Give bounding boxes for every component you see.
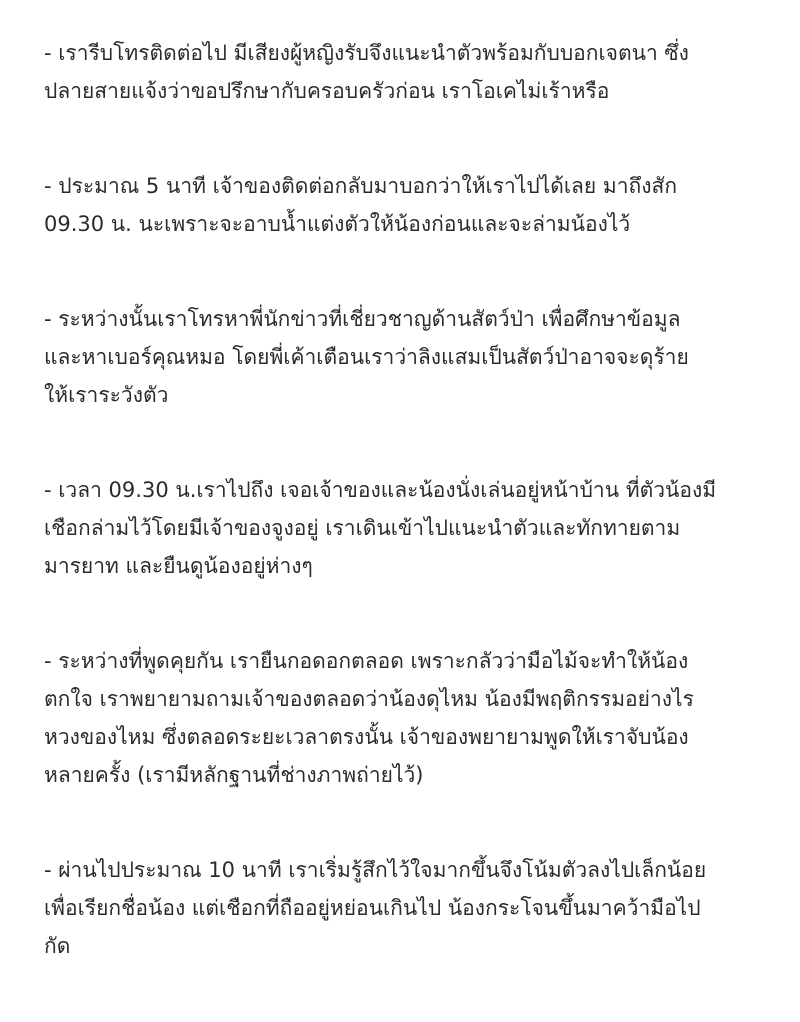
text-line: - ผ่านไปประมาณ 10 นาที เราเริ่มรู้สึกไว้ใจมากขึ้นจึงโน้มตัวลงไปเล็กน้อย bbox=[44, 858, 707, 882]
text-line: ให้เราระวังตัว bbox=[44, 383, 169, 407]
text-line: - ระหว่างที่พูดคุยกัน เรายืนกอดอกตลอด เพราะกลัวว่ามือไม้จะทำให้น้อง bbox=[44, 649, 689, 673]
paragraph-bite-incident bbox=[44, 851, 784, 965]
text-line: ตกใจ เราพยายามถามเจ้าของตลอดว่าน้องดุไหม น้องมีพฤติกรรมอย่างไร bbox=[44, 687, 694, 711]
text-line: - ประมาณ 5 นาที เจ้าของติดต่อกลับมาบอกว่าให้เราไปได้เลย มาถึงสัก bbox=[44, 174, 678, 198]
text-line: และหาเบอร์คุณหมอ โดยพี่เค้าเตือนเราว่าลิงแสมเป็นสัตว์ป่าอาจจะดุร้าย bbox=[44, 345, 689, 369]
text-line: - เรารีบโทรติดต่อไป มีเสียงผู้หญิงรับจึงแนะนำตัวพร้อมกับบอกเจตนา ซึ่ง bbox=[44, 41, 689, 65]
article-body bbox=[44, 34, 784, 1022]
text-line: ปลายสายแจ้งว่าขอปรึกษากับครอบครัวก่อน เราโอเคไม่เร้าหรือ bbox=[44, 79, 610, 103]
paragraph-call-owner bbox=[44, 34, 784, 110]
text-line: เพื่อเรียกชื่อน้อง แต่เชือกที่ถืออยู่หย่อนเกินไป น้องกระโจนขึ้นมาคว้ามือไป bbox=[44, 896, 701, 920]
text-line: กัด bbox=[44, 934, 71, 958]
text-line: หวงของไหม ซึ่งตลอดระยะเวลาตรงนั้น เจ้าของพยายามพูดให้เราจับน้อง bbox=[44, 725, 689, 749]
paragraph-wildlife-reporter bbox=[44, 300, 784, 414]
text-line: - เวลา 09.30 น.เราไปถึง เจอเจ้าของและน้องนั่งเล่นอยู่หน้าบ้าน ที่ตัวน้องมี bbox=[44, 478, 717, 502]
text-line: 09.30 น. นะเพราะจะอาบน้ำแต่งตัวให้น้องก่อนและจะล่ามน้องไว้ bbox=[44, 212, 631, 236]
paragraph-owner-callback bbox=[44, 167, 784, 243]
text-line: มารยาท และยืนดูน้องอยู่ห่างๆ bbox=[44, 554, 313, 578]
paragraph-conversation bbox=[44, 642, 784, 794]
text-line: หลายครั้ง (เรามีหลักฐานที่ช่างภาพถ่ายไว้) bbox=[44, 763, 424, 787]
text-line: เชือกล่ามไว้โดยมีเจ้าของจูงอยู่ เราเดินเข้าไปแนะนำตัวและทักทายตาม bbox=[44, 516, 681, 540]
paragraph-arrival bbox=[44, 471, 784, 585]
text-line: - ระหว่างนั้นเราโทรหาพี่นักข่าวที่เชี่ยวชาญด้านสัตว์ป่า เพื่อศึกษาข้อมูล bbox=[44, 307, 681, 331]
